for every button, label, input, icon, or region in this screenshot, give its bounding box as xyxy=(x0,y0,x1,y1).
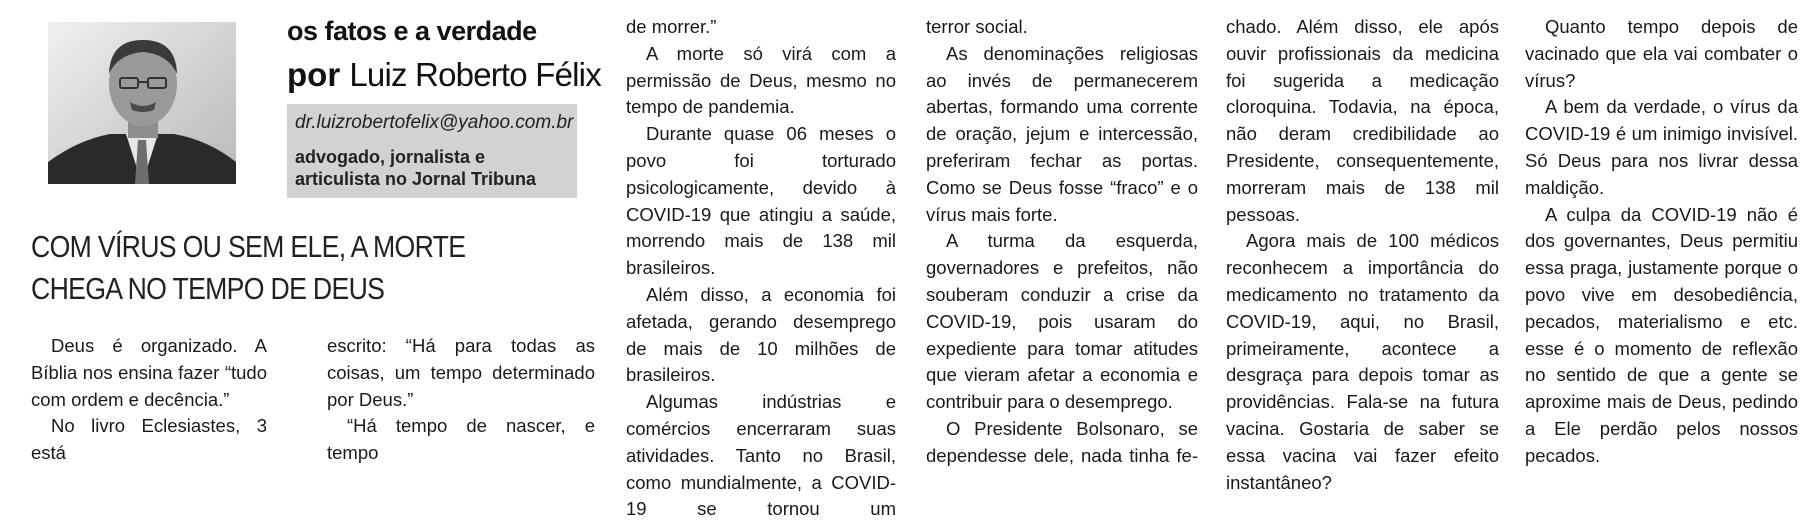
paragraph: No livro Eclesiastes, 3 está xyxy=(31,415,267,464)
text-column-3 xyxy=(626,14,896,523)
paragraph: Agora mais de 100 médicos reconhecem a importância do medicamento no tratamento da COVID-19, aqui, no Brasil, primeiramente, acontece a desgraça para depois tomar as providências. Fala-se na futura vacina. Gostaria de saber se essa vacina vai fazer efeito instantâneo? xyxy=(1226,230,1499,493)
paragraph: A culpa da COVID-19 não é dos governantes, Deus permitiu essa praga, justamente porque o povo vive em desobediência, pecados, materialismo e etc. esse é o momento de reflexão no sentido de que a gente se aproxime mais de Deus, pedindo a Ele perdão pelos nossos pecados. xyxy=(1525,203,1798,466)
byline-prefix: por xyxy=(287,56,341,93)
paragraph: escrito: “Há para todas as coisas, um tempo determinado por Deus.” xyxy=(327,335,595,410)
author-photo xyxy=(48,22,236,184)
author-email: dr.luizrobertofelix@yahoo.com.br xyxy=(295,112,574,133)
paragraph: terror social. xyxy=(926,16,1028,37)
paragraph: A turma da esquerda, governadores e prefeitos, não souberam conduzir a crise da COVID-19, pois usaram do expediente para tomar atitudes que vieram afetar a economia e contribuir para o desemprego. xyxy=(926,230,1198,413)
paragraph: Algumas indústrias e comércios encerraram suas atividades. Tanto no Brasil, como mundialmente, a COVID-19 se tornou um xyxy=(626,391,896,520)
text-column-6 xyxy=(1525,14,1798,470)
headline-line: COM VÍRUS OU SEM ELE, A MORTE xyxy=(31,229,466,264)
author-bio-line: articulista no Jornal Tribuna xyxy=(295,169,537,189)
paragraph: de morrer.” xyxy=(626,16,717,37)
paragraph: Quanto tempo depois de vacinado que ela vai combater o vírus? xyxy=(1525,16,1798,91)
author-bio-line: advogado, jornalista e xyxy=(295,147,486,167)
text-column-1 xyxy=(31,333,267,467)
article-headline xyxy=(31,226,478,310)
author-name: Luiz Roberto Félix xyxy=(349,56,601,93)
paragraph: As denominações religiosas ao invés de permanecerem abertas, formando uma corrente de oração, jejum e intercessão, preferiram fechar as portas. Como se Deus fosse “fraco” e o vírus mais forte. xyxy=(926,42,1198,225)
text-column-2 xyxy=(327,333,595,467)
byline xyxy=(287,56,601,94)
text-column-5 xyxy=(1226,14,1499,496)
author-bio xyxy=(295,146,536,190)
paragraph: O Presidente Bolsonaro, se dependesse dele, nada tinha fe- xyxy=(926,417,1198,466)
text-column-4 xyxy=(926,14,1198,470)
paragraph: Deus é organizado. A Bíblia nos ensina fazer “tudo com ordem e decência.” xyxy=(31,335,267,410)
paragraph: A morte só virá com a permissão de Deus, mesmo no tempo de pandemia. xyxy=(626,42,896,118)
paragraph: A bem da verdade, o vírus da COVID-19 é um inimigo invisível. Só Deus para nos livrar dessa maldição. xyxy=(1525,96,1798,198)
column-title: os fatos e a verdade xyxy=(287,16,537,46)
headline-line: CHEGA NO TEMPO DE DEUS xyxy=(31,271,385,306)
paragraph: Além disso, a economia foi afetada, gerando desemprego de mais de 10 milhões de brasileiros. xyxy=(626,283,896,386)
author-info-box xyxy=(287,104,577,198)
paragraph: “Há tempo de nascer, e tempo xyxy=(327,415,595,464)
paragraph: Durante quase 06 meses o povo foi torturado psicologicamente, devido à COVID-19 que atingiu a saúde, morrendo mais de 138 mil brasileiros. xyxy=(626,123,896,279)
paragraph: chado. Além disso, ele após ouvir profissionais da medicina foi sugerida a medicação cloroquina. Todavia, na época, não deram credibilidade ao Presidente, consequentemente, morreram mais de 138 mil pessoas. xyxy=(1226,16,1499,225)
author-portrait-image xyxy=(48,22,236,184)
